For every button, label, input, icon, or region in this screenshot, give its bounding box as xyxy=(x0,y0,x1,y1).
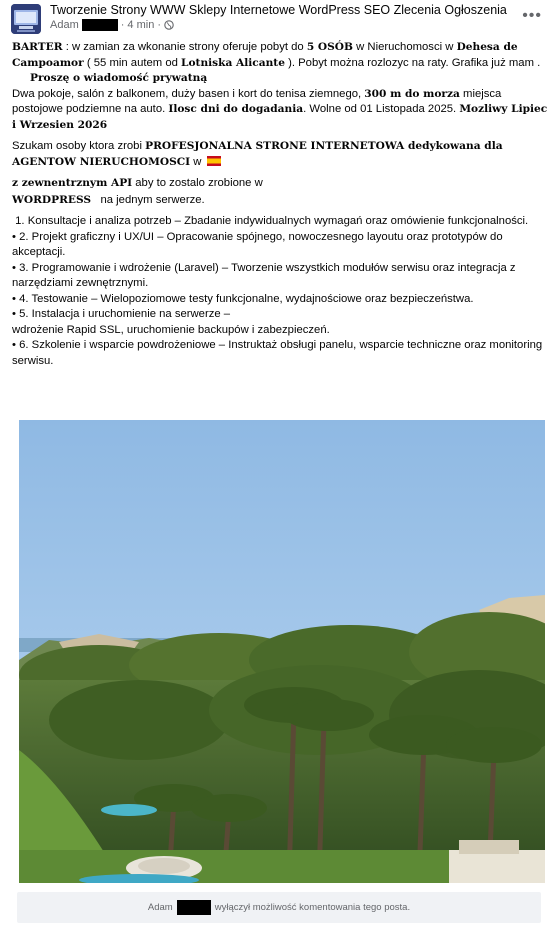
post-meta xyxy=(50,19,174,31)
meta-separator: · xyxy=(120,19,125,31)
post-paragraph-contact xyxy=(12,71,548,87)
text-days: Ilosc dni do dogadania xyxy=(168,103,304,115)
post-paragraph-api xyxy=(12,176,548,192)
redacted-author-surname xyxy=(177,900,211,915)
post-paragraph-details xyxy=(12,87,548,134)
text-api: z zewnentrznym API xyxy=(12,177,133,189)
more-options-icon[interactable]: ••• xyxy=(522,7,542,24)
text-span: ). Pobyt można rozlozyc na raty. Grafika już mam . xyxy=(284,56,541,69)
meta-separator: · xyxy=(157,19,161,31)
text-span: ( 55 min autem od xyxy=(83,56,182,69)
post-header xyxy=(0,0,548,36)
text-website-request: PROFESJONALNA STRONE INTERNETOWA dedykowana dla AGENTOW NIERUCHOMOSCI xyxy=(12,140,503,168)
service-list xyxy=(12,214,548,369)
group-avatar[interactable] xyxy=(11,4,41,34)
list-item: • 5. Instalacja i uruchomienie na serwerze – wdrożenie Rapid SSL, uruchomienie backupów i zabezpieczeń. xyxy=(12,308,330,336)
text-span: : w zamian za wkonanie strony oferuje pobyt do xyxy=(62,41,307,53)
text-barter: BARTER xyxy=(12,41,63,53)
text-span: w Nieruchomosci w xyxy=(352,41,457,53)
comments-disabled-notice xyxy=(17,892,541,923)
text-span: Dwa pokoje, salón z balkonem, duży basen i kort do tenisa ziemnego, xyxy=(12,87,365,100)
text-private-message: Proszę o wiadomość prywatną xyxy=(30,72,208,84)
text-location: Dehesa de Campoamor xyxy=(12,41,518,69)
post-paragraph-request xyxy=(12,139,548,170)
list-item: • 2. Projekt graficzny i UX/UI – Opracowanie spójnego, nowoczesnego layoutu oraz prototypów do akceptacji. xyxy=(12,230,503,258)
footer-author[interactable]: Adam xyxy=(147,902,173,913)
author-name[interactable]: Adam xyxy=(50,19,79,31)
list-item: 1. Konsultacje i analiza potrzeb – Zbadanie indywidualnych wymagań oraz omówienie funkcjonalności. xyxy=(12,215,529,227)
text-sea-distance: 300 m do morza xyxy=(364,87,460,100)
text-span: w xyxy=(190,155,205,168)
text-span: Szukam osoby ktora zrobi xyxy=(12,140,146,152)
spain-flag-icon xyxy=(207,156,221,166)
text-span: aby to zostalo zrobione w xyxy=(132,177,263,189)
globe-icon xyxy=(164,20,174,30)
footer-text: wyłączył możliwość komentowania tego posta. xyxy=(214,902,411,913)
list-item: • 4. Testowanie – Wielopoziomowe testy funkcjonalne, wydajnościowe oraz bezpieczeństwa. xyxy=(12,292,474,305)
redacted-author-surname xyxy=(82,19,118,31)
list-item: • 3. Programowanie i wdrożenie (Laravel) – Tworzenie wszystkich modułów serwisu oraz integracja z narzędziami zewnętrznymi. xyxy=(12,261,516,289)
list-item: • 6. Szkolenie i wsparcie powdrożeniowe – Instruktaż obsługi panelu, wsparcie techniczne oraz monitoring serwisu. xyxy=(12,339,543,367)
post-paragraph-wordpress xyxy=(12,193,548,209)
post-body xyxy=(12,40,548,369)
resort-garden-photo xyxy=(19,420,545,883)
text-span: na jednym serwerze. xyxy=(91,193,205,206)
group-name-link[interactable]: Tworzenie Strony WWW Sklepy Internetowe WordPress SEO Zlecenia Ogłoszenia xyxy=(50,3,507,17)
post-paragraph-barter xyxy=(12,40,548,71)
text-wordpress: WORDPRESS xyxy=(12,193,92,206)
text-dates: Mozliwy Lipiec i Wrzesien 2026 xyxy=(12,103,548,131)
post-time[interactable]: 4 min xyxy=(127,19,155,31)
text-span: . Wolne od 01 Listopada 2025. xyxy=(303,103,460,115)
text-span: miejsca postojowe podziemne na auto. xyxy=(12,87,502,115)
text-persons: 5 OSÓB xyxy=(306,41,353,53)
post-photo[interactable] xyxy=(19,420,545,883)
text-airport: Lotniska Alicante xyxy=(181,56,285,69)
